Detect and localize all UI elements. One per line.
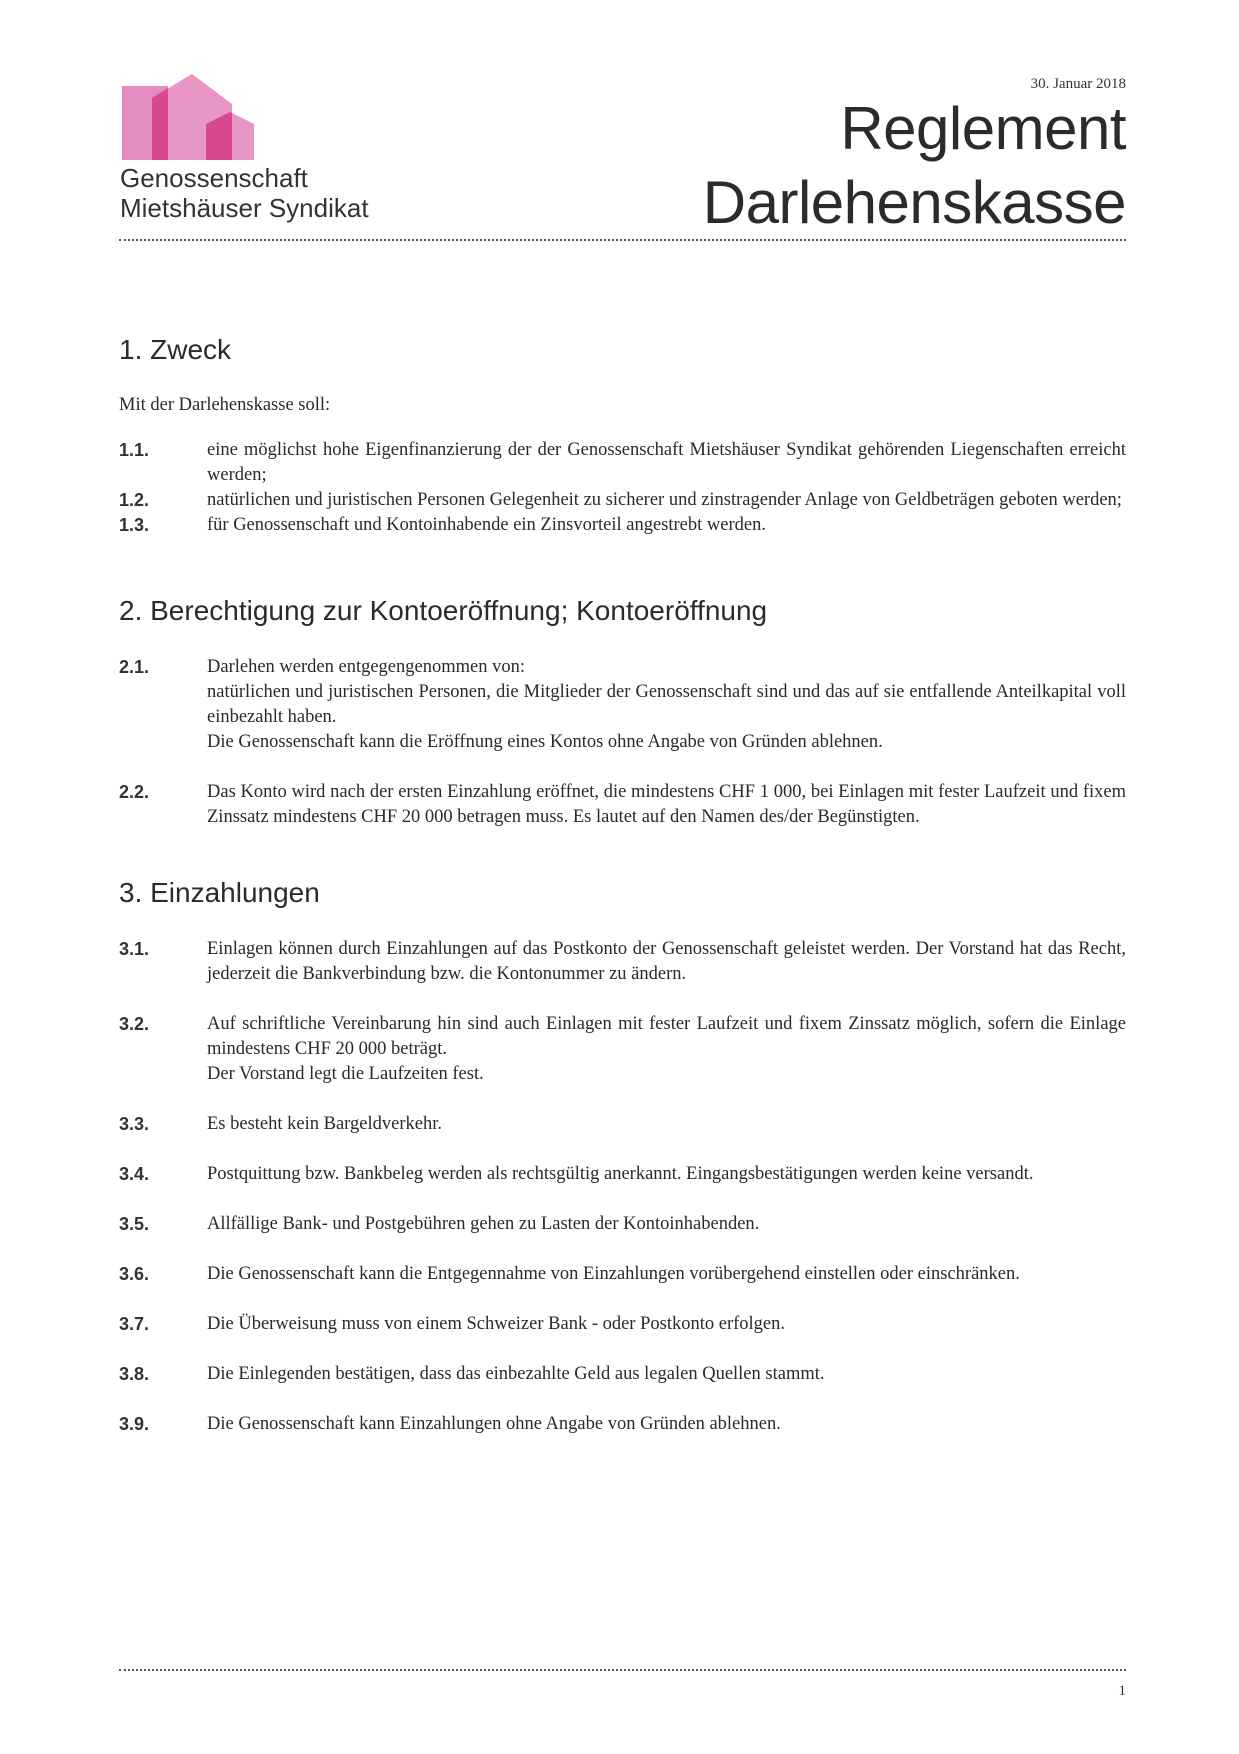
- section-heading: 1. Zweck: [119, 334, 232, 365]
- list-item: [119, 1212, 1126, 1237]
- item-number: 3.5.: [119, 1214, 150, 1234]
- item-text: natürlichen und juristischen Personen Gelegenheit zu sicherer und zinstragender Anlage von Geldbeträgen geboten werden;: [207, 490, 1122, 510]
- document-title-line2: Darlehenskasse: [702, 169, 1126, 236]
- item-text: Darlehen werden entgegengenommen von:: [207, 657, 525, 677]
- item-text: Die Genossenschaft kann die Entgegennahme von Einzahlungen vorübergehend einstellen oder einschränken.: [207, 1264, 1020, 1284]
- item-number: 2.1.: [119, 657, 150, 677]
- section-heading: 2. Berechtigung zur Kontoeröffnung; Kontoeröffnung: [119, 595, 768, 626]
- page-number: 1: [1118, 1683, 1126, 1699]
- item-number: 1.2.: [119, 490, 150, 510]
- item-text: natürlichen und juristischen Personen, die Mitglieder der Genossenschaft sind und das auf sie entfallende Anteilkapital voll einbezahlt haben.: [207, 682, 1126, 727]
- list-item: [119, 1262, 1126, 1287]
- item-number: 1.3.: [119, 515, 150, 535]
- item-text: Auf schriftliche Vereinbarung hin sind auch Einlagen mit fester Laufzeit und fixem Zinssatz möglich, sofern die Einlage mindestens CHF 20 000 beträgt.: [207, 1014, 1126, 1059]
- document-title: [703, 92, 1126, 240]
- item-number: 3.9.: [119, 1414, 150, 1434]
- section-deposits: [119, 875, 1126, 1437]
- section-heading: 3. Einzahlungen: [119, 877, 320, 908]
- item-text: Allfällige Bank- und Postgebühren gehen zu Lasten der Kontoinhabenden.: [207, 1214, 760, 1234]
- item-text: eine möglichst hohe Eigenfinanzierung der der Genossenschaft Mietshäuser Syndikat gehörenden Liegenschaften erreicht werden;: [207, 440, 1126, 485]
- item-number: 3.2.: [119, 1014, 150, 1034]
- list-item: [119, 937, 1126, 987]
- list-item: [119, 1162, 1126, 1187]
- list-item: [119, 655, 1126, 755]
- section-account-opening: [119, 593, 1126, 830]
- list-item: [119, 1312, 1126, 1337]
- list-item: [119, 1012, 1126, 1087]
- logo-overlap-left: [152, 88, 168, 160]
- list-item: [119, 513, 1126, 538]
- item-text: Das Konto wird nach der ersten Einzahlung eröffnet, die mindestens CHF 1 000, bei Einlagen mit fester Laufzeit und fixem Zinssatz mindestens CHF 20 000 betragen muss. Es lautet auf den Namen des/der Begünstigten.: [207, 782, 1126, 827]
- item-text: Es besteht kein Bargeldverkehr.: [207, 1114, 442, 1134]
- item-text: für Genossenschaft und Kontoinhabende ein Zinsvorteil angestrebt werden.: [207, 515, 766, 535]
- item-number: 3.7.: [119, 1314, 150, 1334]
- document-date: 30. Januar 2018: [1030, 76, 1126, 92]
- section-purpose: [119, 332, 1126, 538]
- list-item: [119, 1412, 1126, 1437]
- item-text: Die Überweisung muss von einem Schweizer Bank - oder Postkonto erfolgen.: [207, 1314, 785, 1334]
- list-item: [119, 780, 1126, 830]
- item-text: Die Genossenschaft kann die Eröffnung eines Kontos ohne Angabe von Gründen ablehnen.: [207, 732, 883, 752]
- item-text: Die Genossenschaft kann Einzahlungen ohne Angabe von Gründen ablehnen.: [207, 1414, 781, 1434]
- item-number: 3.3.: [119, 1114, 150, 1134]
- item-text: Einlagen können durch Einzahlungen auf das Postkonto der Genossenschaft geleistet werden. Der Vorstand hat das Recht, jederzeit die Bankverbindung bzw. die Kontonummer zu ändern.: [207, 939, 1126, 984]
- list-item: [119, 438, 1126, 488]
- list-item: [119, 1112, 1126, 1137]
- header-divider: [119, 239, 1126, 241]
- item-number: 1.1.: [119, 440, 150, 460]
- item-text: Postquittung bzw. Bankbeleg werden als rechtsgültig anerkannt. Eingangsbestätigungen werden keine versandt.: [207, 1164, 1034, 1184]
- document-title-line1: Reglement: [840, 95, 1126, 162]
- organization-name-line2: Mietshäuser Syndikat: [120, 193, 369, 223]
- footer-divider: [119, 1669, 1126, 1671]
- item-number: 3.4.: [119, 1164, 150, 1184]
- item-number: 2.2.: [119, 782, 150, 802]
- item-number: 3.6.: [119, 1264, 150, 1284]
- list-item: [119, 1362, 1126, 1387]
- organization-name: [120, 163, 369, 223]
- document-body: [119, 332, 1126, 1462]
- section-intro: Mit der Darlehenskasse soll:: [119, 395, 331, 415]
- item-number: 3.1.: [119, 939, 150, 959]
- list-item: [119, 488, 1126, 513]
- cooperative-logo: [122, 74, 262, 160]
- item-text: Die Einlegenden bestätigen, dass das einbezahlte Geld aus legalen Quellen stammt.: [207, 1364, 825, 1384]
- item-number: 3.8.: [119, 1364, 150, 1384]
- item-text: Der Vorstand legt die Laufzeiten fest.: [207, 1064, 484, 1084]
- organization-name-line1: Genossenschaft: [120, 163, 308, 193]
